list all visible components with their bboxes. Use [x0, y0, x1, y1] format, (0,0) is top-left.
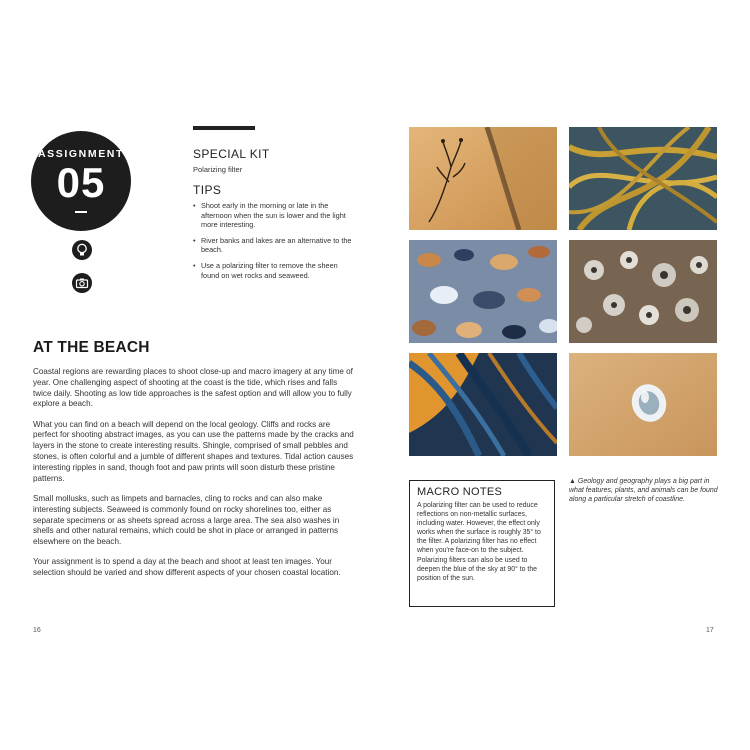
tips-heading: TIPS — [193, 183, 222, 197]
article-title: AT THE BEACH — [33, 339, 150, 356]
article-paragraph: Your assignment is to spend a day at the beach and shoot at least ten images. Your selection should be varied and show different aspects of your chosen coastal location. — [33, 557, 341, 578]
page-number-left: 16 — [33, 627, 41, 634]
tip-item: • Shoot early in the morning or late in the afternoon when the sun is lower and the light more interesting. — [201, 201, 353, 230]
tip-item: • River banks and lakes are an alternative to the beach. — [201, 236, 353, 255]
kit-rule — [193, 126, 255, 130]
tips-list — [193, 201, 353, 280]
badge-label: ASSIGNMENT — [37, 148, 124, 160]
page-number-right: 17 — [706, 627, 714, 634]
camera-icon — [72, 273, 92, 293]
photo-shell-on-sand — [569, 353, 717, 456]
lightbulb-icon — [72, 240, 92, 260]
tip-item: • Use a polarizing filter to remove the sheen found on wet rocks and seaweed. — [201, 261, 353, 280]
photo-caption: ▲ Geology and geography plays a big part in what features, plants, and animals can be found along a particular stretch of coastline. — [569, 478, 718, 504]
photo-layered-rock — [409, 353, 557, 456]
macro-notes-text: A polarizing filter can be used to reduce reflections on non-metallic surfaces, including water. However, the effect only works when the surface is roughly 35° to the filter. A polarizing filter has no effect when you're face-on to the subject. Polarizing filters can also be used to deepen the blue of the sky at 90° to the position of the sun. — [417, 502, 541, 582]
badge-underline — [75, 211, 87, 213]
photo-sand-seaweed-sprig — [409, 127, 557, 230]
article-body — [33, 367, 355, 589]
assignment-badge — [31, 131, 131, 231]
macro-notes-box — [409, 480, 555, 607]
photo-barnacles — [569, 240, 717, 343]
badge-number: 05 — [56, 159, 106, 206]
special-kit-item: Polarizing filter — [193, 165, 243, 174]
photo-wet-pebbles — [409, 240, 557, 343]
article-paragraph: What you can find on a beach will depend on the local geology. Cliffs and rocks are perfect for shooting abstract images, as you can use the patterns made by the cracks and layers in the stone to create interesting results. Shingle, comprised of small pebbles and stones, is often colorful and a jumble of different shapes and textures. Tidal action causes interesting ripples in sand, though foot and paw prints will soon disturb these pristine patterns. — [33, 419, 354, 483]
kit-column — [193, 126, 353, 286]
article-paragraph: Coastal regions are rewarding places to shoot close-up and macro imagery at any time of year. One challenging aspect of shooting at the coast is the tide, which rises and falls twice daily. Shooting as low tide approaches is the safest option and will allow you to fully explore a beach. — [33, 367, 353, 409]
article-paragraph: Small mollusks, such as limpets and barnacles, cling to rocks and can also make interesting subjects. Seaweed is commonly found on rocky shorelines too, either as separate specimens or as sheets spread across a large area. The sea also washes in shells and other natural remains, which could be shot in place or arranged in patterns elsewhere on the beach. — [33, 493, 340, 547]
special-kit-heading: SPECIAL KIT — [193, 147, 270, 161]
photo-kelp-strands — [569, 127, 717, 230]
macro-notes-heading: MACRO NOTES — [417, 486, 503, 498]
